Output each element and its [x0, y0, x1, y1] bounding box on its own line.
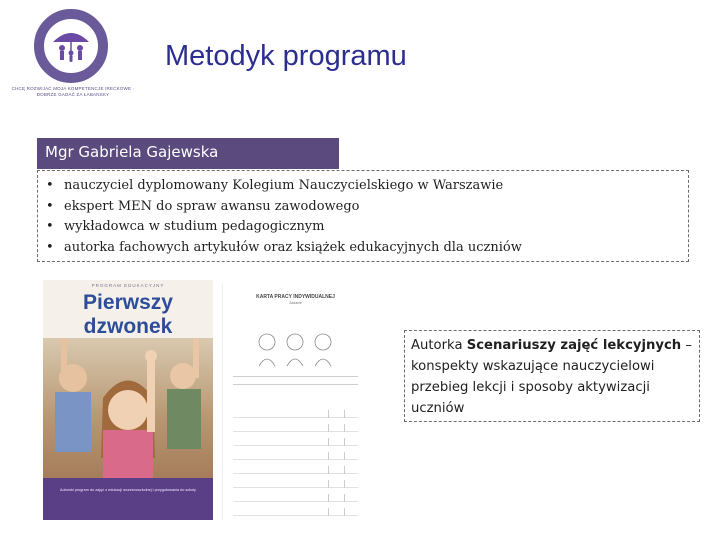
- logo-emblem-icon: [8, 6, 138, 86]
- worksheet-subtitle: Zadanie: [289, 301, 302, 305]
- book-band-text: Autorski program do zajęć z edukacji wczesnoszkolnej i przygotowania do szkoły: [43, 478, 213, 520]
- worksheet-row: [233, 424, 358, 432]
- worksheet-row: [233, 452, 358, 460]
- credentials-box: [37, 170, 689, 262]
- organization-logo: [8, 6, 138, 106]
- profile-name: Mgr Gabriela Gajewska: [37, 138, 339, 169]
- page-title: Metodyk programu: [165, 40, 407, 72]
- logo-caption: CHCĘ ROZWIJAĆ MOJA KOMPETENCJE IRECKOWE · DOBRZE GADAĆ ZA ŁABANSKY: [11, 86, 135, 97]
- list-item: • nauczyciel dyplomowany Kolegium Nauczycielskiego w Warszawie: [46, 176, 680, 197]
- book-cover-image: [43, 280, 213, 520]
- list-item: • wykładowca w studium pedagogicznym: [46, 217, 680, 238]
- credentials-list: [46, 176, 680, 258]
- worksheet-row: [233, 466, 358, 474]
- worksheet-illustration-icon: [253, 328, 339, 368]
- worksheet-line: [233, 384, 358, 385]
- list-item: • autorka fachowych artykułów oraz książek edukacyjnych dla uczniów: [46, 238, 680, 259]
- callout-suffix: – konspekty wskazujące nauczycielowi przebieg lekcji i sposoby aktywizacji uczniów: [411, 338, 692, 416]
- book-program-label: PROGRAM EDUKACYJNY: [91, 283, 165, 288]
- worksheet-image: [222, 284, 368, 520]
- list-item: • ekspert MEN do spraw awansu zawodowego: [46, 197, 680, 218]
- worksheet-row: [233, 438, 358, 446]
- worksheet-row: [233, 508, 358, 516]
- worksheet-row: [233, 494, 358, 502]
- book-title: Pierwszy dzwonek: [83, 291, 173, 338]
- callout-prefix: Autorka: [411, 338, 467, 353]
- worksheet-line: [233, 376, 358, 377]
- worksheet-row: [233, 410, 358, 418]
- book-header: [43, 280, 213, 338]
- callout-emphasis: Scenariuszy zajęć lekcyjnych: [466, 338, 682, 353]
- scenarios-callout: [404, 330, 700, 422]
- worksheet-title: KARTA PRACY INDYWIDUALNEJ: [256, 294, 335, 300]
- worksheet-row: [233, 480, 358, 488]
